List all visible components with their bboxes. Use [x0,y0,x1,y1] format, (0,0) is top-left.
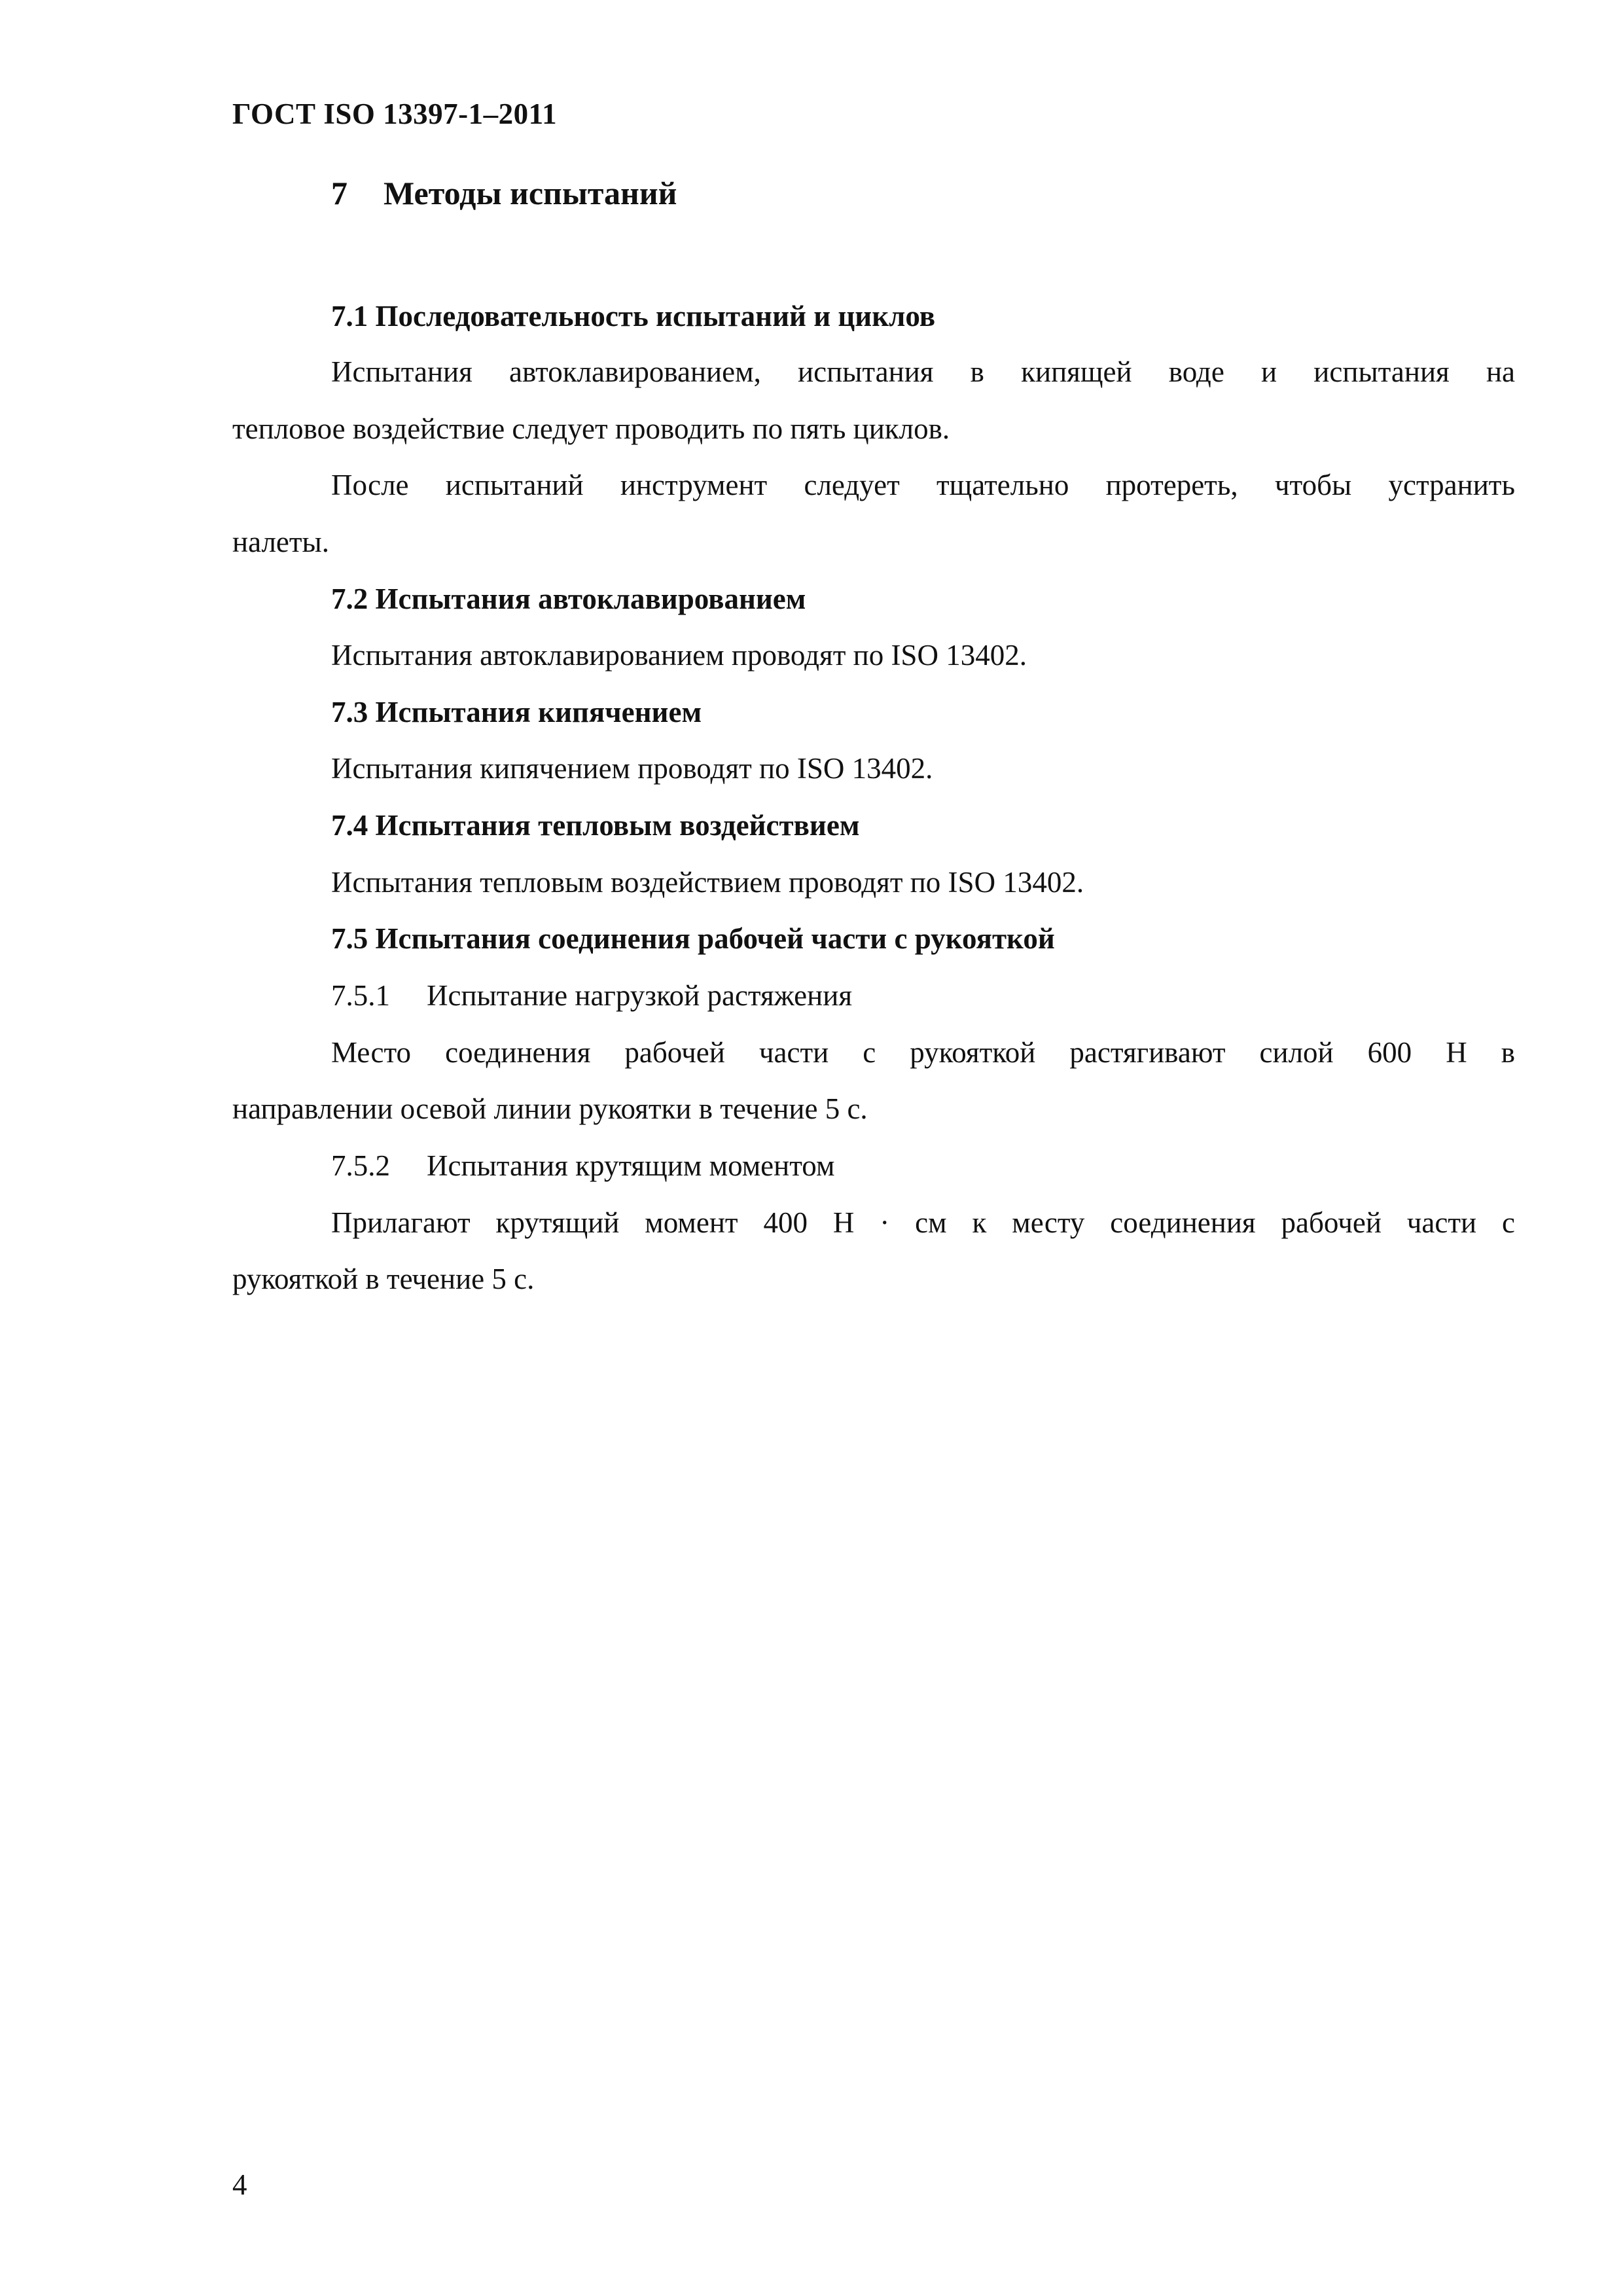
section-title [331,174,677,212]
subsection-heading-7-5: 7.5 Испытания соединения рабочей части с рукояткой [331,922,1055,955]
paragraph-line: Прилагают крутящий момент 400 Н · см к месту соединения рабочей части с [331,1206,1515,1239]
clause-title: Испытания крутящим моментом [427,1149,835,1182]
paragraph-line: Испытания автоклавированием, испытания в кипящей воде и испытания на [331,355,1515,388]
paragraph-line: направлении осевой линии рукоятки в течение 5 с. [232,1092,868,1125]
paragraph-line: Место соединения рабочей части с рукояткой растягивают силой 600 Н в [331,1036,1515,1069]
clause-number: 7.5.1 [331,979,390,1012]
clause-heading-7-5-2 [331,1147,834,1184]
paragraph-line: рукояткой в течение 5 с. [232,1263,535,1295]
paragraph-line: налеты. [232,526,330,558]
paragraph-line: Испытания тепловым воздействием проводят по ISO 13402. [331,866,1084,899]
document-header: ГОСТ ISO 13397-1–2011 [232,98,558,130]
section-title-text: Методы испытаний [383,175,677,211]
subsection-heading-7-3: 7.3 Испытания кипячением [331,696,702,728]
paragraph-line: тепловое воздействие следует проводить по пять циклов. [232,412,950,445]
subsection-heading-7-4: 7.4 Испытания тепловым воздействием [331,809,860,842]
subsection-heading-7-2: 7.2 Испытания автоклавированием [331,583,806,615]
section-number: 7 [331,175,348,211]
clause-heading-7-5-1 [331,977,852,1014]
clause-title: Испытание нагрузкой растяжения [427,979,853,1012]
page-number: 4 [232,2168,247,2201]
subsection-heading-7-1: 7.1 Последовательность испытаний и циклов [331,300,936,332]
paragraph-line: После испытаний инструмент следует тщательно протереть, чтобы устранить [331,469,1515,501]
paragraph-line: Испытания кипячением проводят по ISO 13402. [331,752,933,785]
clause-number: 7.5.2 [331,1149,390,1182]
paragraph-line: Испытания автоклавированием проводят по ISO 13402. [331,639,1027,672]
